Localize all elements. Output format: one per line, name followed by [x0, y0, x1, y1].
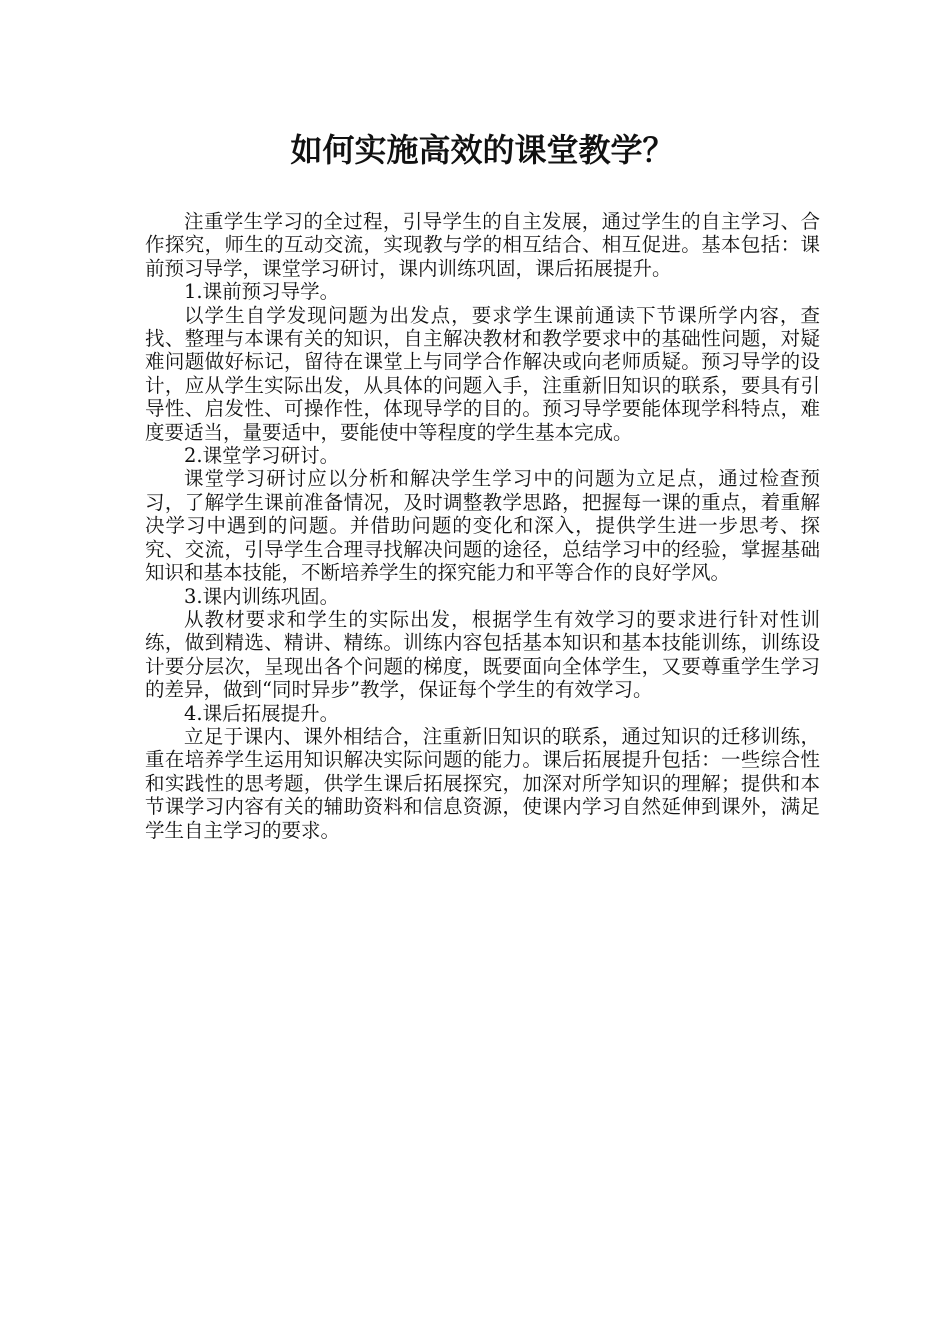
section-body-1: 以学生自学发现问题为出发点，要求学生课前通读下节课所学内容，查找、整理与本课有关的知识，自主解决教材和教学要求中的基础性问题，对疑难问题做好标记，留待在课堂上与同学合作解决或向老师质疑。预习导学的设计，应从学生实际出发，从具体的问题入手，注重新旧知识的联系，要具有引导性、启发性、可操作性，体现导学的目的。预习导学要能体现学科特点，难度要适当，量要适中，要能使中等程度的学生基本完成。	[145, 303, 820, 444]
intro-paragraph: 注重学生学习的全过程，引导学生的自主发展，通过学生的自主学习、合作探究，师生的互动交流，实现教与学的相互结合、相互促进。基本包括：课前预习导学，课堂学习研讨，课内训练巩固，课后拓展提升。	[145, 210, 820, 280]
section-body-4: 立足于课内、课外相结合，注重新旧知识的联系，通过知识的迁移训练，重在培养学生运用知识解决实际问题的能力。课后拓展提升包括：一些综合性和实践性的思考题，供学生课后拓展探究，加深对所学知识的理解；提供和本节课学习内容有关的辅助资料和信息资源，使课内学习自然延伸到课外，满足学生自主学习的要求。	[145, 724, 820, 842]
document-content	[145, 128, 820, 842]
section-body-2: 课堂学习研讨应以分析和解决学生学习中的问题为立足点，通过检查预习，了解学生课前准备情况，及时调整教学思路，把握每一课的重点，着重解决学习中遇到的问题。并借助问题的变化和深入，提供学生进一步思考、探究、交流，引导学生合理寻找解决问题的途径，总结学习中的经验，掌握基础知识和基本技能，不断培养学生的探究能力和平等合作的良好学风。	[145, 467, 820, 585]
section-body-3: 从教材要求和学生的实际出发，根据学生有效学习的要求进行针对性训练，做到精选、精讲、精练。训练内容包括基本知识和基本技能训练，训练设计要分层次，呈现出各个问题的梯度，既要面向全体学生，又要尊重学生学习的差异，做到“同时异步”教学，保证每个学生的有效学习。	[145, 607, 820, 702]
section-heading-3: 3.课内训练巩固。	[184, 584, 340, 608]
document-title: 如何实施高效的课堂教学？	[290, 131, 675, 169]
section-heading-1: 1.课前预习导学。	[184, 280, 340, 304]
section-heading-2: 2.课堂学习研讨。	[184, 444, 340, 468]
section-heading-4: 4.课后拓展提升。	[184, 701, 340, 725]
